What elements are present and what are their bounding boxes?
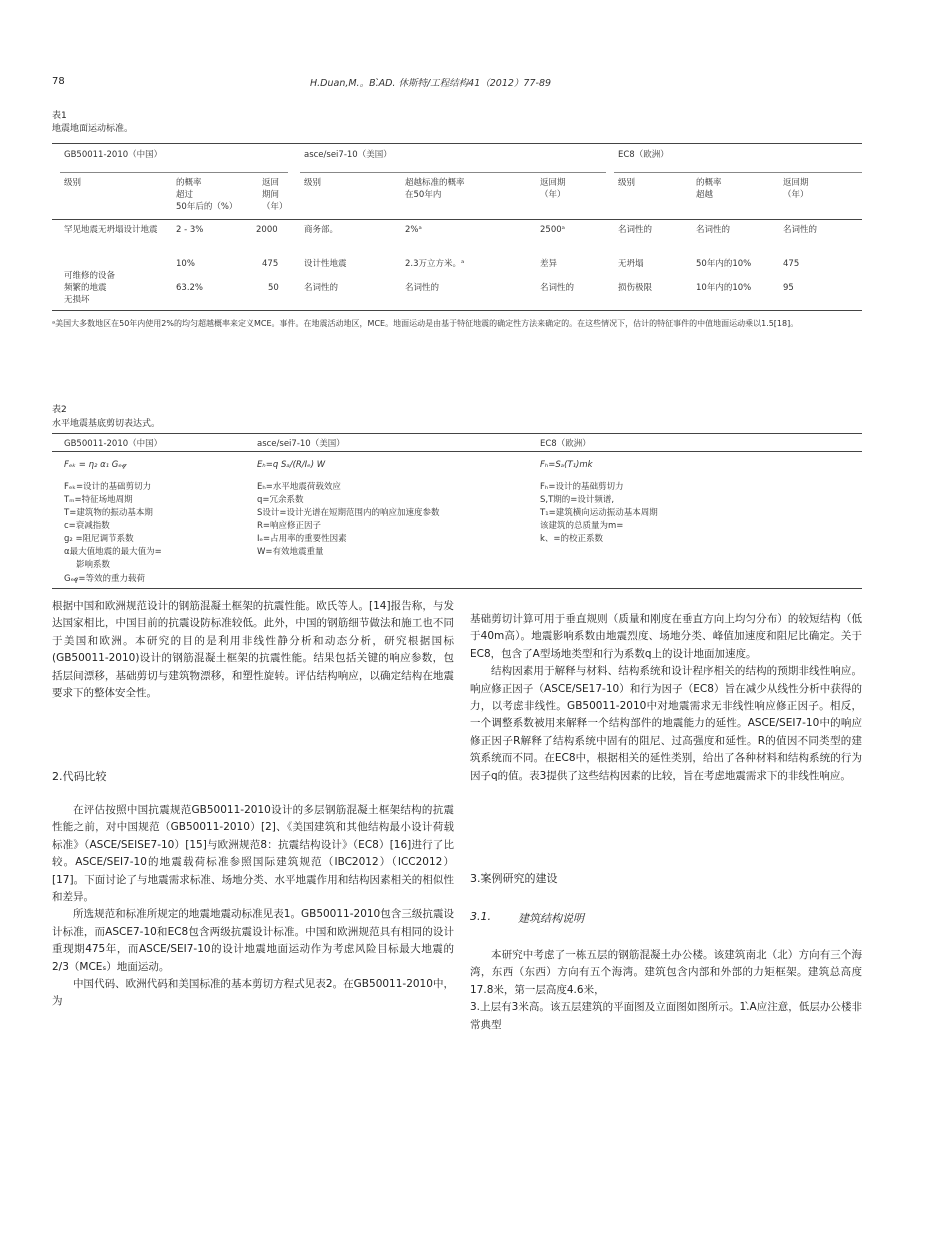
table2-item: W=有效地震重量 — [257, 547, 324, 557]
table1-col-header: 返回期 （年） — [783, 178, 809, 200]
table1-group-rule-europe — [614, 172, 862, 173]
table1-cell: 名词性的 — [540, 283, 575, 293]
section31-number: 3.1. — [470, 910, 491, 923]
table2-item: g₂ =阻尼调节系数 — [64, 534, 134, 544]
table2-item: Tₘ=特征场地周期 — [64, 495, 133, 505]
body-left-para1 — [52, 598, 454, 702]
table1-cell: 95 — [783, 283, 794, 293]
body-right-para3 — [470, 947, 862, 1034]
paragraph: 基础剪切计算可用于垂直规则（质量和刚度在垂直方向上均匀分布）的较短结构（低于40m高）。地震影响系数由地震烈度、场地分类、峰值加速度和阻尼比确定。关于EC8，包含了A型场地类型和行为系数q上的设计地面加速度。 — [470, 613, 862, 660]
table2-item: S,T期的=设计频谱, — [540, 495, 615, 505]
table2-label: 表2 — [52, 405, 67, 415]
table1-group-rule-china — [60, 172, 288, 173]
running-title: H.Duan,M.。B.̀AD. 休斯特/工程结构41（2012）77-89 — [310, 78, 552, 89]
table1-header-rule — [52, 219, 862, 220]
table1-cell: 罕见地震无坍塌设计地震 — [64, 225, 158, 235]
table2-formula-europe: Fₕ=Sₐ(T₁)mk — [540, 460, 593, 470]
table1-top-rule — [52, 143, 862, 144]
table1-col-header: 级别 — [64, 178, 82, 188]
table2-item: 影响系数 — [76, 560, 111, 570]
table1-cell: 2%ᵃ — [405, 225, 422, 235]
table2-item: R=响应修正因子 — [257, 521, 322, 531]
table1-cell: 名词性的 — [618, 225, 653, 235]
table2-item: Eₕ=水平地震荷载效应 — [257, 482, 341, 492]
table2-group-china: GB50011-2010（中国） — [64, 439, 163, 449]
table2-item: Fₑₖ=设计的基础剪切力 — [64, 482, 152, 492]
table2-group-usa: asce/sei7-10（美国） — [257, 439, 345, 449]
table1-col-header: 的概率 超过 50年后的（%） — [176, 178, 238, 212]
table2-item: c=衰减指数 — [64, 521, 110, 531]
paragraph: 在评估按照中国抗震规范GB50011-2010设计的多层钢筋混凝土框架结构的抗震性能之前，对中国规范（GB50011-2010）[2]、《美国建筑和其他结构最小设计荷载标准》（ASCE/SEISE7-10）[15]与欧洲规范8：抗震结构设计》（EC8）[16]进行了比较。ASCE/SEI7-10的地震载荷标准参照国际建筑规范（IBC2012）（ICC2012）[17]。下面讨论了与地震需求标准、场地分类、水平地震作用和结构因素相关的相似性和差异。 — [52, 804, 454, 904]
table1-cell: 设计性地震 — [304, 259, 347, 269]
section31-title: 建筑结构说明 — [518, 912, 584, 925]
paragraph: 3.上层有3米高。该五层建筑的平面图及立面图如图所示。1.̀A应注意，低层办公楼非常典型 — [470, 1001, 862, 1031]
table1-caption: 地震地面运动标准。 — [52, 124, 134, 134]
table1-group-rule-usa — [300, 172, 606, 173]
table1-footnote: ᵃ美国大多数地区在50年内使用2%的均匀超越概率来定义MCE。事件。在地震活动地区，MCE。地面运动是由基于特征地震的确定性方法来确定的。在这些情况下，估计的特征事件的中值地面运动乘以1.5[18]。 — [52, 319, 799, 328]
table1-cell: 50年内的10% — [696, 259, 752, 269]
paragraph: 中国代码、欧洲代码和美国标准的基本剪切方程式见表2。在GB50011-2010中，为 — [52, 978, 454, 1008]
paragraph: 所选规范和标准所规定的地震地震动标准见表1。GB50011-2010包含三级抗震设计标准，而ASCE7-10和EC8包含两级抗震设计标准。中国和欧洲规范具有相同的设计重现期475年，而ASCE/SEI7-10的设计地震地面运动作为考虑风险目标最大地震的2/3（MCEₛ）地面运动。 — [52, 908, 454, 973]
section3-title: 3.案例研究的建设 — [470, 872, 558, 885]
table2-header-rule — [52, 451, 862, 452]
table1-col-header: 级别 — [618, 178, 636, 188]
table1-cell: 损伤极限 — [618, 283, 653, 293]
table1-cell: 可维修的设备 频繁的地震 无损坏 — [64, 271, 116, 305]
paragraph: 根据中国和欧洲规范设计的钢筋混凝土框架的抗震性能。欧氏等人。[14]报告称，与发达国家相比，中国目前的抗震设防标准较低。此外，中国的钢筋细节做法和施工也不同于美国和欧洲。本研究的目的是利用非线性静分析和动态分析，研究根据国标(GB50011-2010)设计的钢筋混凝土框架的抗震性能。结果包括关键的响应参数，包括层间漂移，基础剪切与建筑物漂移，和塑性旋转。评估结构响应，以确定结构在地震要求下的整体安全性。 — [52, 600, 454, 700]
table1-cell: 名词性的 — [405, 283, 440, 293]
table2-item: S设计=设计光谱在短期范围内的响应加速度参数 — [257, 508, 440, 518]
body-left-para2 — [52, 802, 454, 1011]
table1-group-china: GB50011-2010（中国） — [64, 150, 163, 160]
page-number: 78 — [52, 76, 65, 87]
table1-cell: 名词性的 — [304, 283, 339, 293]
table1-cell: 无坍塌 — [618, 259, 644, 269]
table2-formula-china: Fₑₖ = η₂ α₁ Gₑ𝓆 — [64, 460, 127, 470]
table1-label: 表1 — [52, 111, 67, 121]
table1-col-header: 返回 期间 （年） — [262, 178, 288, 212]
table1-cell: 50 — [268, 283, 279, 293]
paragraph: 本研究中考虑了一栋五层的钢筋混凝土办公楼。该建筑南北（北）方向有三个海湾，东西（东西）方向有五个海湾。建筑包含内部和外部的力矩框架。建筑总高度17.8米，第一层高度4.6米， — [470, 949, 862, 996]
table1-col-header: 超越标准的概率 在50年内 — [405, 178, 465, 200]
table1-cell: 475 — [783, 259, 800, 269]
table1-cell: 10% — [176, 259, 195, 269]
table1-cell: 差异 — [540, 259, 558, 269]
table1-cell: 63.2% — [176, 283, 204, 293]
table2-item: Gₑ𝓆=等效的重力载荷 — [64, 574, 146, 584]
table1-cell: 475 — [262, 259, 279, 269]
table2-item: α最大值地震的最大值为= — [64, 547, 162, 557]
table1-col-header: 的概率 超越 — [696, 178, 722, 200]
table2-item: k、=的校正系数 — [540, 534, 604, 544]
section2-title: 2.代码比较 — [52, 770, 107, 783]
table1-cell: 2.3万立方米。ᵃ — [405, 259, 465, 269]
table1-cell: 商务部。 — [304, 225, 339, 235]
table2-item: T₁=建筑横向运动振动基本周期 — [540, 508, 658, 518]
table2-top-rule — [52, 433, 862, 434]
table2-group-europe: EC8（欧洲） — [540, 439, 591, 449]
table2-item: 该建筑的总质量为m= — [540, 521, 624, 531]
table1-group-usa: asce/sei7-10（美国） — [304, 150, 392, 160]
table1-col-header: 返回期 （年） — [540, 178, 566, 200]
table2-item: q=冗余系数 — [257, 495, 304, 505]
table2-item: Fₕ=设计的基础剪切力 — [540, 482, 624, 492]
table1-cell: 2 - 3% — [176, 225, 204, 235]
table1-col-header: 级别 — [304, 178, 322, 188]
table2-item: Iₑ=占用率的重要性因素 — [257, 534, 347, 544]
table2-caption: 水平地震基底剪切表达式。 — [52, 419, 161, 429]
table1-cell: 2000 — [256, 225, 278, 235]
table2-item: T=建筑物的振动基本期 — [64, 508, 153, 518]
table2-bottom-rule — [52, 588, 862, 589]
table1-cell: 10年内的10% — [696, 283, 752, 293]
table1-cell: 2500ᵃ — [540, 225, 565, 235]
body-right-para1 — [470, 611, 862, 785]
table1-cell: 名词性的 — [696, 225, 731, 235]
table1-bottom-rule — [52, 310, 862, 311]
table1-group-europe: EC8（欧洲） — [618, 150, 669, 160]
table1-cell: 名词性的 — [783, 225, 818, 235]
table2-formula-usa: Eₕ=q Sₐ/(R/Iₑ) W — [257, 460, 326, 470]
paragraph: 结构因素用于解释与材料、结构系统和设计程序相关的结构的预期非线性响应。响应修正因子（ASCE/SE17-10）和行为因子（EC8）旨在减少从线性分析中获得的力，以考虑非线性。GB50011-2010中对地震需求无非线性响应修正因子。相反，一个调整系数被用来解释一个结构部件的地震能力的延性。ASCE/SEI7-10中的响应修正因子R解释了结构系统中固有的阻尼、过高强度和延性。R的值因不同类型的建筑系统而不同。在EC8中，根据相关的延性类别，给出了各种材料和结构系统的行为因子q的值。表3提供了这些结构因素的比较，旨在考虑地震需求下的非线性响应。 — [470, 665, 862, 782]
